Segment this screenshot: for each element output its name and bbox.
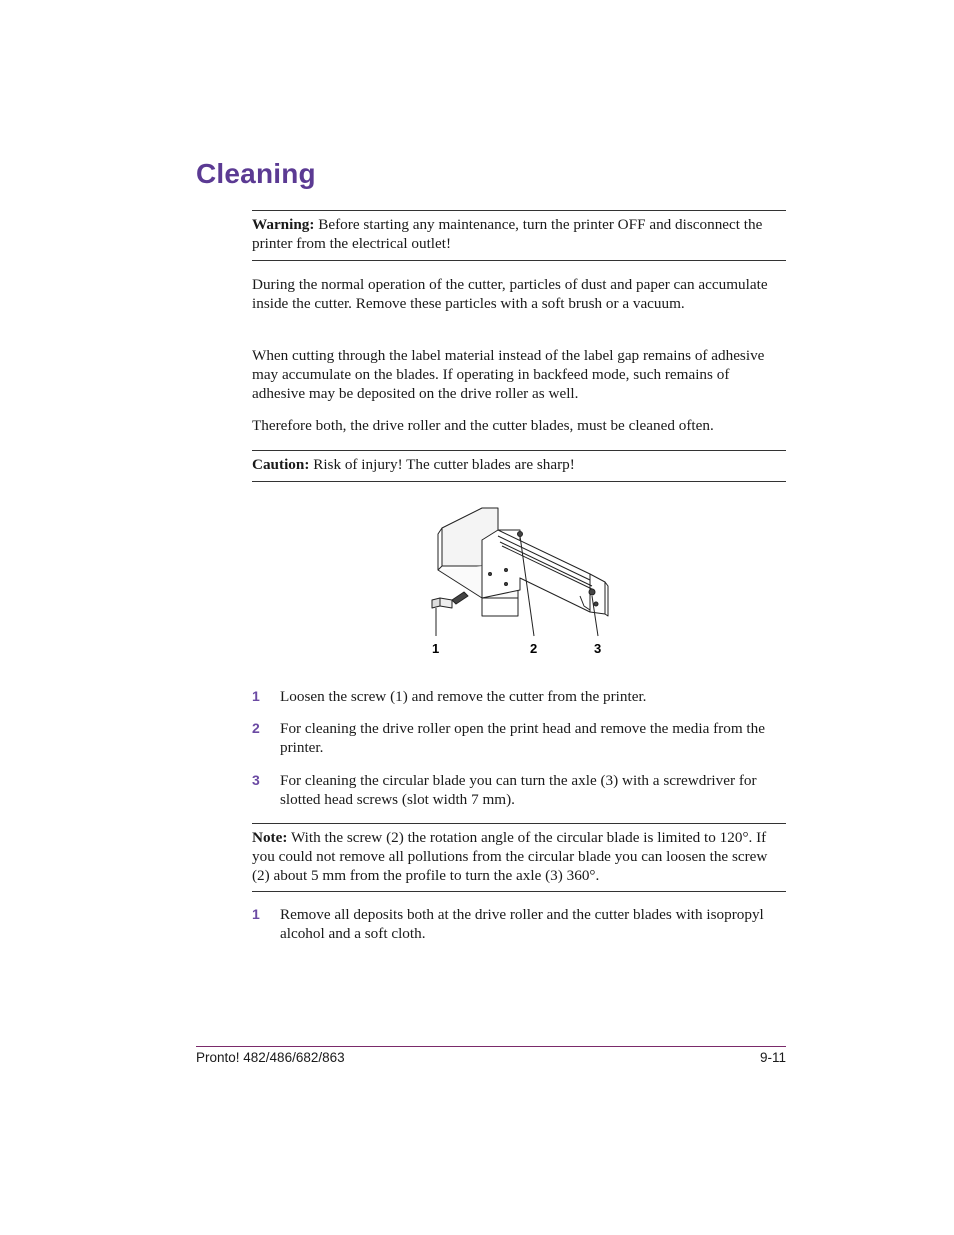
caution-label: Caution: [252, 456, 310, 473]
note-box [252, 828, 786, 885]
callout-label-1: 1 [432, 641, 440, 656]
cutter-drawing [420, 500, 620, 660]
caution-text: Risk of injury! The cutter blades are sharp! [309, 456, 575, 473]
warning-text: Before starting any maintenance, turn the printer OFF and disconnect the printer from the electrical outlet! [252, 216, 763, 252]
warning-label: Warning: [252, 216, 315, 233]
callout-label-3: 3 [594, 641, 602, 656]
note-label: Note: [252, 829, 288, 846]
footer-rule [196, 1046, 786, 1047]
caution-bottom-rule [252, 481, 786, 482]
step-number: 1 [252, 688, 260, 704]
step-number: 3 [252, 772, 260, 788]
step-number: 1 [252, 906, 260, 922]
note-bottom-rule [252, 891, 786, 892]
callout-label-2: 2 [530, 641, 538, 656]
note-top-rule [252, 823, 786, 824]
cutter-illustration [420, 500, 620, 660]
footer-product: Pronto! 482/486/682/863 [196, 1050, 345, 1065]
step-text: Loosen the screw (1) and remove the cutter from the printer. [280, 688, 647, 705]
warning-top-rule [252, 210, 786, 211]
note-text: With the screw (2) the rotation angle of the circular blade is limited to 120°. If you could not remove all pollutions from the circular blade you can loosen the screw (2) about 5 mm from the profile to turn the axle (3) 360°. [252, 829, 768, 884]
page-title: Cleaning [196, 158, 316, 189]
footer-page-number: 9-11 [759, 1050, 786, 1065]
warning-bottom-rule [252, 260, 786, 261]
warning-box [252, 215, 786, 253]
paragraph-clean-often: Therefore both, the drive roller and the cutter blades, must be cleaned often. [252, 417, 714, 434]
step-number: 2 [252, 720, 260, 736]
step-text: For cleaning the circular blade you can turn the axle (3) with a screwdriver for slotted head screws (slot width 7 mm). [280, 772, 757, 808]
caution-box [252, 455, 786, 474]
caution-top-rule [252, 450, 786, 451]
paragraph-adhesive: When cutting through the label material instead of the label gap remains of adhesive may accumulate on the blades. If operating in backfeed mode, such remains of adhesive may be deposited on the drive roller as well. [252, 347, 765, 402]
step-text: Remove all deposits both at the drive roller and the cutter blades with isopropyl alcohol and a soft cloth. [280, 906, 764, 942]
step-text: For cleaning the drive roller open the print head and remove the media from the printer. [280, 720, 765, 756]
paragraph-dust: During the normal operation of the cutter, particles of dust and paper can accumulate inside the cutter. Remove these particles with a soft brush or a vacuum. [252, 276, 768, 312]
